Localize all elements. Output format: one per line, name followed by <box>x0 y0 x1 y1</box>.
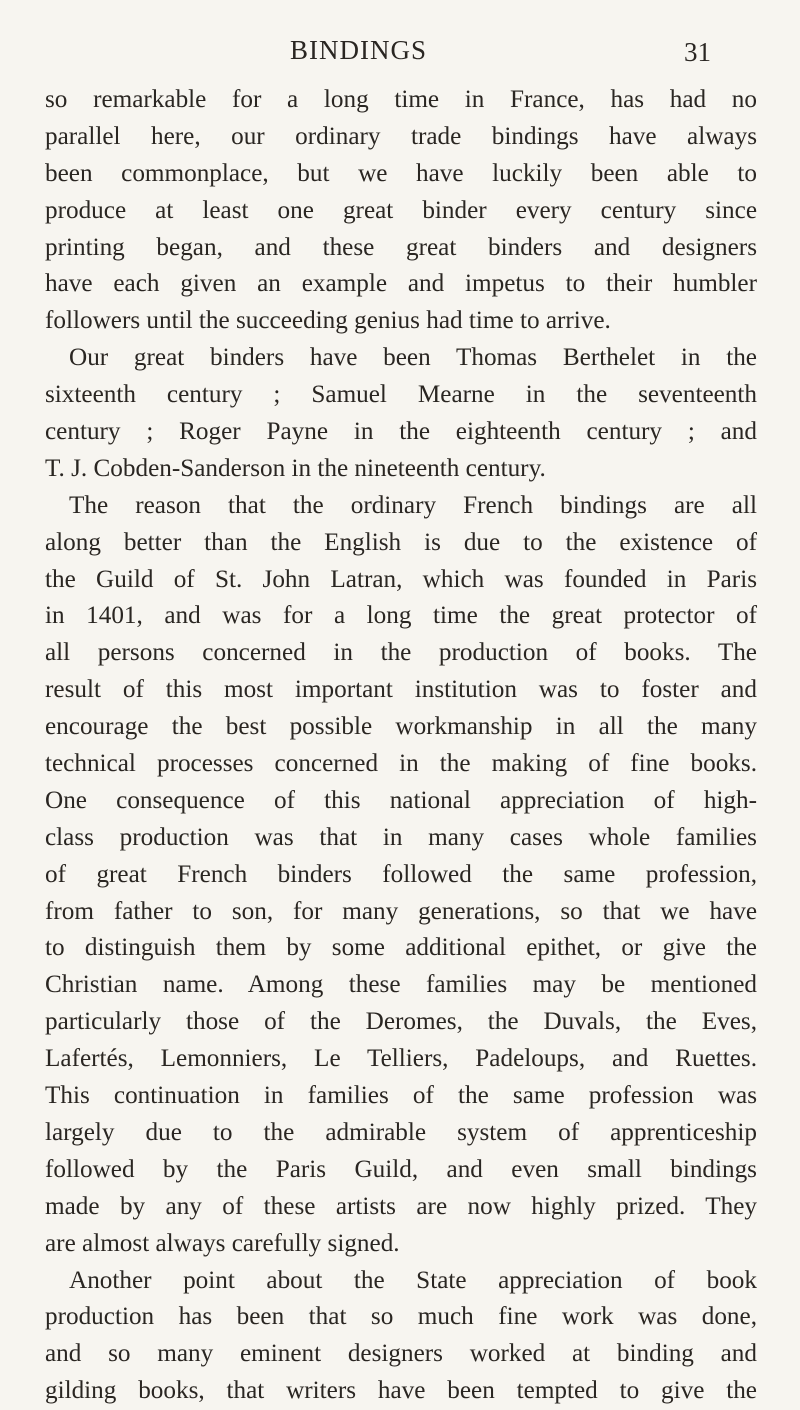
text-line: The reason that the ordinary French bindings are all <box>69 491 757 519</box>
text-line: gilding books, that writers have been tempted to give the <box>45 1377 757 1405</box>
page-number: 31 <box>684 37 711 67</box>
text-line: are almost always carefully signed. <box>45 1229 400 1257</box>
text-line: in 1401, and was for a long time the great protector of <box>45 602 757 630</box>
body-text <box>45 82 757 1410</box>
text-line: made by any of these artists are now highly prized. They <box>45 1192 757 1220</box>
text-line: largely due to the admirable system of apprenticeship <box>45 1118 757 1146</box>
text-line: along better than the English is due to the existence of <box>45 528 757 556</box>
text-line: One consequence of this national appreciation of high- <box>45 786 757 814</box>
text-line: so remarkable for a long time in France, has had no <box>45 86 757 113</box>
text-line: class production was that in many cases whole families <box>45 823 757 851</box>
text-line: sixteenth century ; Samuel Mearne in the seventeenth <box>45 381 757 409</box>
text-line: from father to son, for many generations, so that we have <box>45 897 757 925</box>
text-line: result of this most important institution was to foster and <box>45 676 757 704</box>
text-line: This continuation in families of the same profession was <box>45 1082 757 1110</box>
text-line: Lafertés, Lemonniers, Le Telliers, Padeloups, and Ruettes. <box>45 1045 757 1073</box>
running-head <box>0 33 800 73</box>
text-line: followed by the Paris Guild, and even small bindings <box>45 1155 757 1183</box>
text-line: the Guild of St. John Latran, which was founded in Paris <box>45 565 757 593</box>
text-line: to distinguish them by some additional epithet, or give the <box>45 934 757 962</box>
text-line: been commonplace, but we have luckily been able to <box>45 159 757 187</box>
text-line: production has been that so much fine work was done, <box>45 1303 757 1331</box>
text-line: all persons concerned in the production of books. The <box>45 639 757 667</box>
text-line: encourage the best possible workmanship in all the many <box>45 713 757 741</box>
text-line: Another point about the State appreciation of book <box>69 1266 757 1294</box>
text-line: printing began, and these great binders and designers <box>45 233 757 261</box>
text-line: followers until the succeeding genius had time to arrive. <box>45 307 611 335</box>
running-title: BINDINGS <box>290 35 428 65</box>
text-line: produce at least one great binder every century since <box>45 196 757 224</box>
text-line: have each given an example and impetus to their humbler <box>45 270 757 298</box>
text-line: century ; Roger Payne in the eighteenth century ; and <box>45 418 757 446</box>
text-line: particularly those of the Deromes, the Duvals, the Eves, <box>45 1008 757 1036</box>
text-line: Our great binders have been Thomas Berthelet in the <box>69 344 757 372</box>
text-line: T. J. Cobden-Sanderson in the nineteenth century. <box>45 454 546 482</box>
text-line: technical processes concerned in the making of fine books. <box>45 750 757 778</box>
text-line: Christian name. Among these families may be mentioned <box>45 971 757 999</box>
text-line: and so many eminent designers worked at binding and <box>45 1340 757 1368</box>
text-line: of great French binders followed the same profession, <box>45 860 757 888</box>
text-line: parallel here, our ordinary trade bindings have always <box>45 122 757 150</box>
